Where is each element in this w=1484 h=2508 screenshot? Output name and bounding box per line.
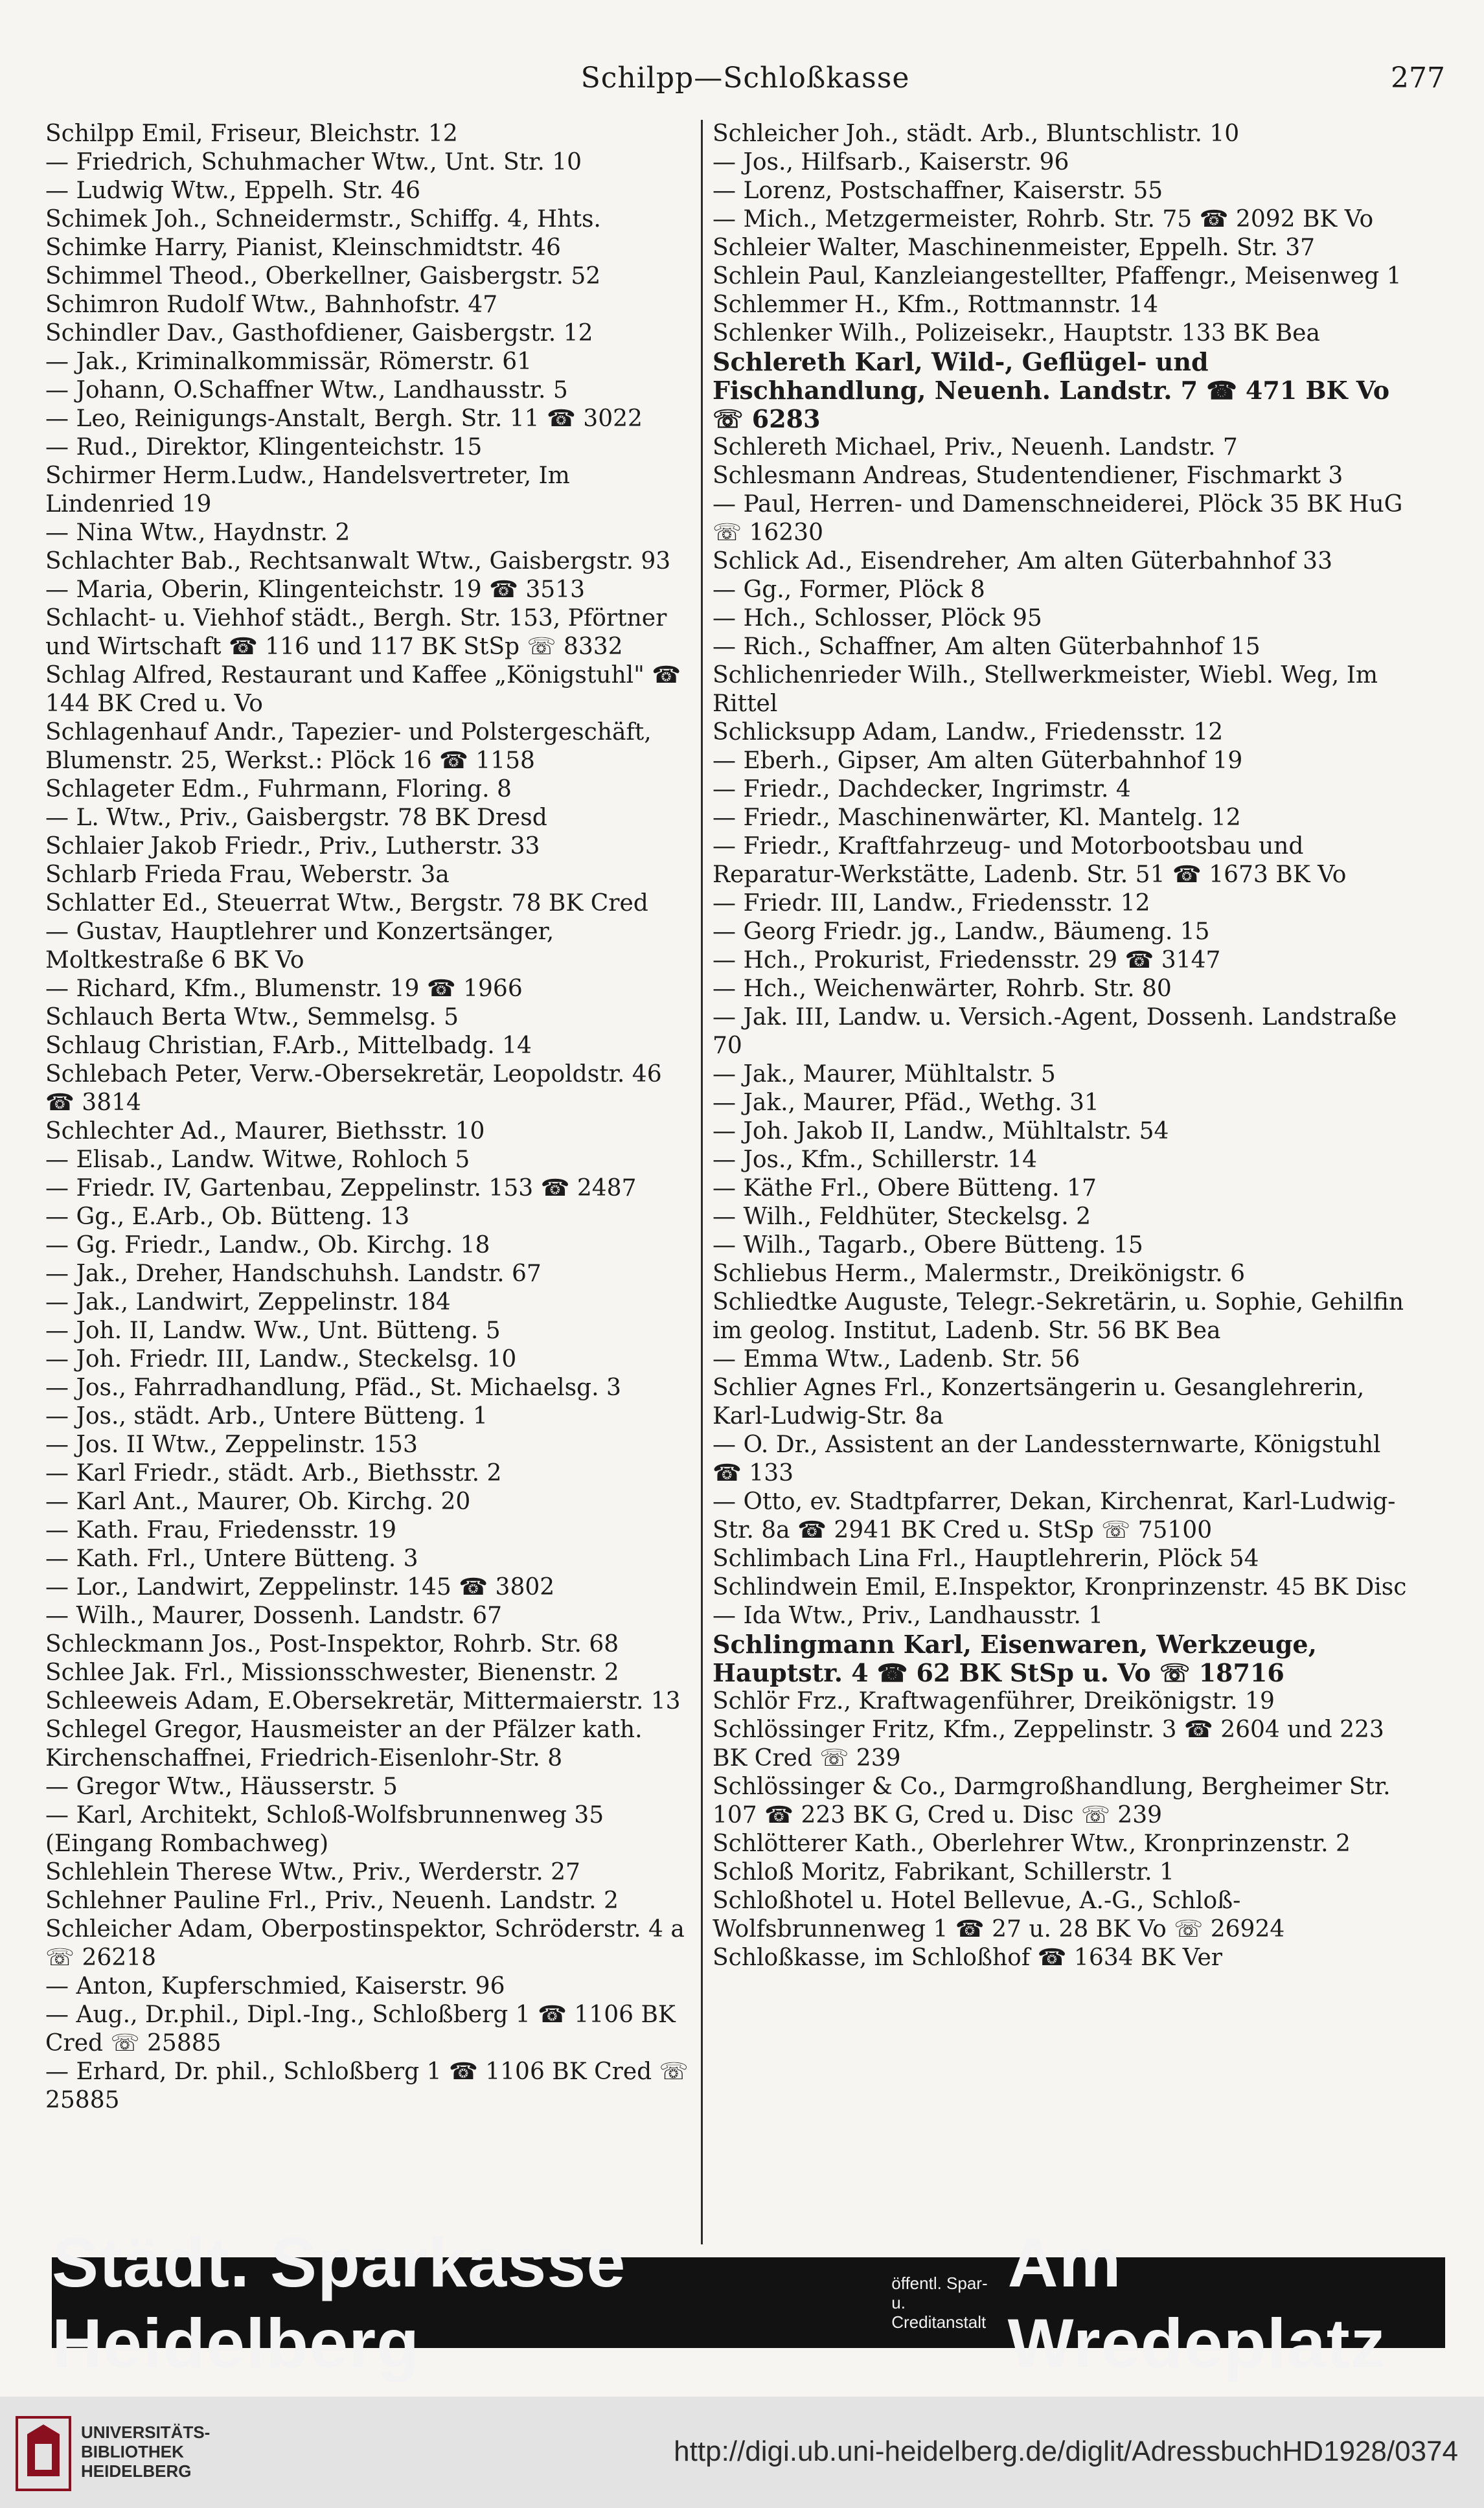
directory-entry: Schlick Ad., Eisendreher, Am alten Güterbahnhof 33 xyxy=(713,548,1332,575)
library-logo-icon xyxy=(14,2415,73,2492)
directory-entry: — Joh. Friedr. III, Landw., Steckelsg. 10 xyxy=(45,1346,517,1373)
directory-entry: — Karl Friedr., städt. Arb., Biethsstr. 2 xyxy=(45,1460,502,1487)
source-url[interactable]: http://digi.ub.uni-heidelberg.de/diglit/AdressbuchHD1928/0374 xyxy=(674,2435,1458,2467)
column-divider xyxy=(701,120,703,2244)
directory-entry: — Elisab., Landw. Witwe, Rohloch 5 xyxy=(45,1146,470,1173)
directory-entry: — L. Wtw., Priv., Gaisbergstr. 78 BK Dresd xyxy=(45,804,547,831)
directory-entry: — Friedr., Kraftfahrzeug- und Motorbootsbau und Reparatur-Werkstätte, Ladenb. Str. 51 ☎ 1673 BK Vo xyxy=(713,833,1347,888)
directory-entry: — Ida Wtw., Priv., Landhausstr. 1 xyxy=(713,1602,1104,1629)
directory-entry: Schlaier Jakob Friedr., Priv., Lutherstr. 33 xyxy=(45,833,540,860)
directory-entry: — Paul, Herren- und Damenschneiderei, Plöck 35 BK HuG ☏ 16230 xyxy=(713,491,1403,546)
directory-entry: Schlageter Edm., Fuhrmann, Floring. 8 xyxy=(45,776,512,803)
directory-entry: — Karl, Architekt, Schloß-Wolfsbrunnenweg 35 (Eingang Rombachweg) xyxy=(45,1802,604,1857)
directory-entry: — Johann, O.Schaffner Wtw., Landhausstr. 5 xyxy=(45,377,568,404)
directory-entry: — Aug., Dr.phil., Dipl.-Ing., Schloßberg 1 ☎ 1106 BK Cred ☏ 25885 xyxy=(45,2001,676,2057)
directory-entry: Schleckmann Jos., Post-Inspektor, Rohrb. Str. 68 xyxy=(45,1631,619,1658)
directory-entry: — Jos., Hilfsarb., Kaiserstr. 96 xyxy=(713,149,1069,176)
directory-entry: Schirmer Herm.Ludw., Handelsvertreter, Im Lindenried 19 xyxy=(45,462,570,518)
directory-entry: — Ludwig Wtw., Eppelh. Str. 46 xyxy=(45,177,421,204)
directory-entry: — Otto, ev. Stadtpfarrer, Dekan, Kirchenrat, Karl-Ludwig-Str. 8a ☎ 2941 BK Cred u. StSp ☏ 75100 xyxy=(713,1488,1396,1544)
directory-entry: — Käthe Frl., Obere Bütteng. 17 xyxy=(713,1175,1097,1202)
directory-entry: — Eberh., Gipser, Am alten Güterbahnhof 19 xyxy=(713,747,1243,774)
directory-entry: — Jak., Kriminalkommissär, Römerstr. 61 xyxy=(45,348,532,375)
directory-entry: Schlaug Christian, F.Arb., Mittelbadg. 14 xyxy=(45,1032,532,1059)
directory-entry: Schimek Joh., Schneidermstr., Schiffg. 4, Hhts. xyxy=(45,206,601,233)
directory-entry: — Emma Wtw., Ladenb. Str. 56 xyxy=(713,1346,1080,1373)
logo-line-3: HEIDELBERG xyxy=(81,2461,192,2481)
directory-entry: Schlötterer Kath., Oberlehrer Wtw., Kronprinzenstr. 2 xyxy=(713,1830,1351,1857)
directory-entry: Schlebach Peter, Verw.-Obersekretär, Leopoldstr. 46 ☎ 3814 xyxy=(45,1061,662,1116)
directory-entry: Schlechter Ad., Maurer, Biethsstr. 10 xyxy=(45,1118,485,1145)
directory-entry: — Lorenz, Postschaffner, Kaiserstr. 55 xyxy=(713,177,1163,204)
directory-entry: Schleicher Adam, Oberpostinspektor, Schröderstr. 4 a ☏ 26218 xyxy=(45,1916,685,1971)
right-column xyxy=(713,120,1412,2244)
directory-entry: — Gustav, Hauptlehrer und Konzertsänger, Moltkestraße 6 BK Vo xyxy=(45,918,554,974)
directory-entry: — Nina Wtw., Haydnstr. 2 xyxy=(45,519,350,546)
directory-entry: Schlee Jak. Frl., Missionsschwester, Bienenstr. 2 xyxy=(45,1659,619,1686)
page-number: 277 xyxy=(1391,62,1445,95)
directory-entry: — Kath. Frau, Friedensstr. 19 xyxy=(45,1517,396,1544)
directory-entry: Schlein Paul, Kanzleiangestellter, Pfaffengr., Meisenweg 1 xyxy=(713,263,1402,290)
directory-entry: Schlatter Ed., Steuerrat Wtw., Bergstr. 78 BK Cred xyxy=(45,890,648,917)
directory-entry: — Jos., Kfm., Schillerstr. 14 xyxy=(713,1146,1037,1173)
directory-entry: Schleier Walter, Maschinenmeister, Eppelh. Str. 37 xyxy=(713,234,1316,261)
banner-subtitle xyxy=(891,2274,989,2332)
directory-entry: — Wilh., Maurer, Dossenh. Landstr. 67 xyxy=(45,1602,503,1629)
directory-entry: Schimke Harry, Pianist, Kleinschmidtstr. 46 xyxy=(45,234,561,261)
directory-entry: Schlacht- u. Viehhof städt., Bergh. Str. 153, Pförtner und Wirtschaft ☎ 116 und 117 BK StSp ☏ 8332 xyxy=(45,605,667,660)
directory-entry: — Jak., Landwirt, Zeppelinstr. 184 xyxy=(45,1289,451,1316)
directory-entry: Schlimbach Lina Frl., Hauptlehrerin, Plöck 54 xyxy=(713,1545,1259,1572)
directory-entry: Schlichenrieder Wilh., Stellwerkmeister, Wiebl. Weg, Im Rittel xyxy=(713,662,1378,717)
directory-entry: — Gg., E.Arb., Ob. Bütteng. 13 xyxy=(45,1203,410,1230)
directory-entry: — Maria, Oberin, Klingenteichstr. 19 ☎ 3513 xyxy=(45,576,586,603)
banner-subtitle-line2: Creditanstalt xyxy=(891,2312,987,2332)
directory-entry: — Friedrich, Schuhmacher Wtw., Unt. Str. 10 xyxy=(45,149,582,176)
directory-entry: — Wilh., Tagarb., Obere Bütteng. 15 xyxy=(713,1232,1143,1259)
page-header xyxy=(45,62,1445,107)
directory-entry: Schloß Moritz, Fabrikant, Schillerstr. 1 xyxy=(713,1859,1174,1886)
directory-entry: Schliebus Herm., Malermstr., Dreikönigstr. 6 xyxy=(713,1260,1245,1287)
logo-line-2: BIBLIOTHEK xyxy=(81,2442,184,2461)
directory-entry: — Joh. Jakob II, Landw., Mühltalstr. 54 xyxy=(713,1118,1169,1145)
banner-bank-name: Städt. Sparkasse Heidelberg xyxy=(52,2223,626,2382)
directory-entry: Schilpp Emil, Friseur, Bleichstr. 12 xyxy=(45,120,458,147)
directory-entry: — Friedr., Dachdecker, Ingrimstr. 4 xyxy=(713,776,1131,803)
directory-entry: — Anton, Kupferschmied, Kaiserstr. 96 xyxy=(45,1973,505,2000)
directory-entry: — Friedr. IV, Gartenbau, Zeppelinstr. 153 ☎ 2487 xyxy=(45,1175,637,1202)
directory-entry: — Richard, Kfm., Blumenstr. 19 ☎ 1966 xyxy=(45,975,523,1002)
directory-entry: — Jak., Maurer, Mühltalstr. 5 xyxy=(713,1061,1056,1088)
running-title: Schilpp—Schloßkasse xyxy=(580,62,910,95)
directory-entry: — Mich., Metzgermeister, Rohrb. Str. 75 ☎ 2092 BK Vo xyxy=(713,206,1374,233)
banner-subtitle-line1: öffentl. Spar- u. xyxy=(891,2274,988,2312)
advertisement-banner xyxy=(52,2223,1445,2382)
directory-entry: Schloßkasse, im Schloßhof ☎ 1634 BK Ver xyxy=(713,1944,1222,1971)
directory-entry: Schloßhotel u. Hotel Bellevue, A.-G., Schloß-Wolfsbrunnenweg 1 ☎ 27 u. 28 BK Vo ☏ 26924 xyxy=(713,1887,1285,1943)
directory-entry: Schlereth Michael, Priv., Neuenh. Landstr. 7 xyxy=(713,434,1238,461)
directory-entry: Schlehner Pauline Frl., Priv., Neuenh. Landstr. 2 xyxy=(45,1887,619,1914)
directory-entry: Schlegel Gregor, Hausmeister an der Pfälzer kath. Kirchenschaffnei, Friedrich-Eisenlohr-Str. 8 xyxy=(45,1716,643,1772)
directory-entry: Schlössinger Fritz, Kfm., Zeppelinstr. 3 ☎ 2604 und 223 BK Cred ☏ 239 xyxy=(713,1716,1384,1772)
directory-entry: Schlicksupp Adam, Landw., Friedensstr. 12 xyxy=(713,719,1224,746)
directory-entry: Schindler Dav., Gasthofdiener, Gaisbergstr. 12 xyxy=(45,320,593,347)
directory-entry: — Jos., Fahrradhandlung, Pfäd., St. Michaelsg. 3 xyxy=(45,1374,621,1401)
directory-entry: Schlenker Wilh., Polizeisekr., Hauptstr. 133 BK Bea xyxy=(713,320,1320,347)
directory-entry: — O. Dr., Assistent an der Landessternwarte, Königstuhl ☎ 133 xyxy=(713,1431,1381,1487)
directory-entry: Schimron Rudolf Wtw., Bahnhofstr. 47 xyxy=(45,291,498,318)
directory-entry: — Georg Friedr. jg., Landw., Bäumeng. 15 xyxy=(713,918,1210,945)
directory-entry: Schlachter Bab., Rechtsanwalt Wtw., Gaisbergstr. 93 xyxy=(45,548,671,575)
directory-entry: — Leo, Reinigungs-Anstalt, Bergh. Str. 11 ☎ 3022 xyxy=(45,405,643,432)
directory-entry: Schlier Agnes Frl., Konzertsängerin u. Gesanglehrerin, Karl-Ludwig-Str. 8a xyxy=(713,1374,1365,1430)
directory-entry: — Hch., Prokurist, Friedensstr. 29 ☎ 3147 xyxy=(713,947,1221,974)
directory-entry: Schlindwein Emil, E.Inspektor, Kronprinzenstr. 45 BK Disc xyxy=(713,1574,1407,1601)
directory-entry: Schlereth Karl, Wild-, Geflügel- und Fischhandlung, Neuenh. Landstr. 7 ☎ 471 BK Vo ☏ 6283 xyxy=(713,347,1390,433)
directory-entry: Schlemmer H., Kfm., Rottmannstr. 14 xyxy=(713,291,1159,318)
directory-entry: — Karl Ant., Maurer, Ob. Kirchg. 20 xyxy=(45,1488,471,1515)
directory-entry: — Jak., Dreher, Handschuhsh. Landstr. 67 xyxy=(45,1260,542,1287)
directory-entry: — Erhard, Dr. phil., Schloßberg 1 ☎ 1106 BK Cred ☏ 25885 xyxy=(45,2058,689,2114)
directory-entry: — Jak. III, Landw. u. Versich.-Agent, Dossenh. Landstraße 70 xyxy=(713,1004,1397,1059)
directory-entry: Schlarb Frieda Frau, Weberstr. 3a xyxy=(45,861,450,888)
directory-entry: Schlössinger & Co., Darmgroßhandlung, Bergheimer Str. 107 ☎ 223 BK G, Cred u. Disc ☏ 239 xyxy=(713,1773,1391,1829)
left-column xyxy=(45,120,696,2244)
directory-entry: — Gregor Wtw., Häusserstr. 5 xyxy=(45,1773,398,1800)
directory-entry: — Lor., Landwirt, Zeppelinstr. 145 ☎ 3802 xyxy=(45,1574,555,1601)
directory-entry: — Gg. Friedr., Landw., Ob. Kirchg. 18 xyxy=(45,1232,490,1259)
directory-entry: Schliedtke Auguste, Telegr.-Sekretärin, u. Sophie, Gehilfin im geolog. Institut, Ladenb. Str. 56 BK Bea xyxy=(713,1289,1404,1344)
directory-entry: — Jak., Maurer, Pfäd., Wethg. 31 xyxy=(713,1089,1099,1116)
directory-entry: — Rich., Schaffner, Am alten Güterbahnhof 15 xyxy=(713,633,1261,660)
directory-entry: — Kath. Frl., Untere Bütteng. 3 xyxy=(45,1545,418,1572)
directory-entry: Schlesmann Andreas, Studentendiener, Fischmarkt 3 xyxy=(713,462,1343,489)
directory-entry: Schlauch Berta Wtw., Semmelsg. 5 xyxy=(45,1004,459,1031)
directory-entry: Schlehlein Therese Wtw., Priv., Werderstr. 27 xyxy=(45,1859,580,1886)
banner-address: Am Wredeplatz xyxy=(1007,2223,1386,2382)
footer-bar xyxy=(0,2397,1484,2508)
directory-entry: Schlag Alfred, Restaurant und Kaffee „Königstuhl" ☎ 144 BK Cred u. Vo xyxy=(45,662,681,717)
directory-entry: — Hch., Weichenwärter, Rohrb. Str. 80 xyxy=(713,975,1172,1002)
directory-entry: — Wilh., Feldhüter, Steckelsg. 2 xyxy=(713,1203,1091,1230)
directory-entry: — Gg., Former, Plöck 8 xyxy=(713,576,985,603)
directory-entry: — Hch., Schlosser, Plöck 95 xyxy=(713,605,1042,632)
directory-entry: — Friedr. III, Landw., Friedensstr. 12 xyxy=(713,890,1150,917)
directory-entry: — Friedr., Maschinenwärter, Kl. Mantelg. 12 xyxy=(713,804,1241,831)
directory-entry: — Jos., städt. Arb., Untere Bütteng. 1 xyxy=(45,1403,488,1430)
directory-entry: Schleeweis Adam, E.Obersekretär, Mittermaierstr. 13 xyxy=(45,1688,681,1715)
directory-entry: Schlagenhauf Andr., Tapezier- und Polstergeschäft, Blumenstr. 25, Werkst.: Plöck 16 ☎ 1158 xyxy=(45,719,652,774)
library-logo-text xyxy=(81,2422,210,2481)
directory-entry: Schlingmann Karl, Eisenwaren, Werkzeuge, Hauptstr. 4 ☎ 62 BK StSp u. Vo ☏ 18716 xyxy=(713,1630,1317,1687)
directory-entry: Schleicher Joh., städt. Arb., Bluntschlistr. 10 xyxy=(713,120,1240,147)
logo-line-1: UNIVERSITÄTS- xyxy=(81,2422,211,2442)
directory-entry: Schlör Frz., Kraftwagenführer, Dreikönigstr. 19 xyxy=(713,1688,1275,1715)
directory-entry: Schimmel Theod., Oberkellner, Gaisbergstr. 52 xyxy=(45,263,601,290)
directory-entry: — Jos. II Wtw., Zeppelinstr. 153 xyxy=(45,1431,418,1458)
directory-entry: — Joh. II, Landw. Ww., Unt. Bütteng. 5 xyxy=(45,1317,501,1344)
directory-entry: — Rud., Direktor, Klingenteichstr. 15 xyxy=(45,434,483,461)
